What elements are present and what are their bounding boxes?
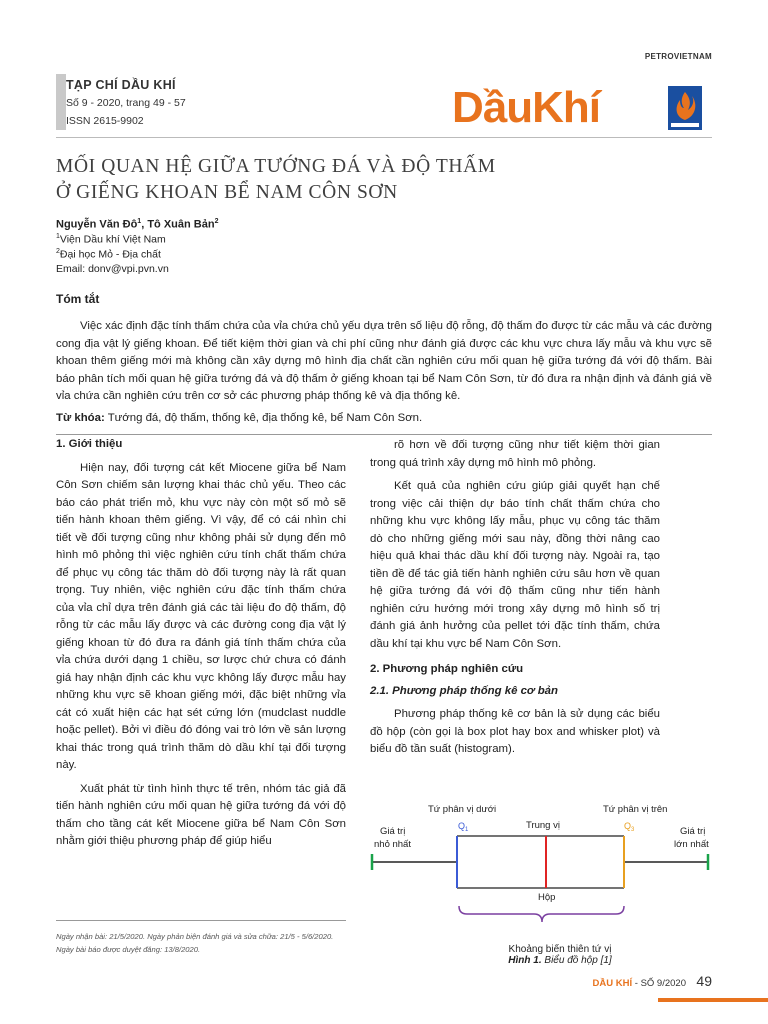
affiliation-1-text: Viện Dầu khí Việt Nam (59, 233, 166, 246)
min-label-line1: Giá trị (380, 826, 406, 837)
interquartile-brace (459, 906, 624, 922)
right-paragraph-2: Kết quả của nghiên cứu giúp giải quyết hạn chế trong việc cải thiện dự báo tính chất thấm chứa cho những khu vực không lấy mẫu, phục vụ công tác thăm dò cho những giếng mới sau này, đồng thời nâng cao hiệu quả khai thác dầu khí đối tượng này. Ngoài ra, tạo tiền đề để tác giả tiến hành nghiên cứu sâu hơn về quan hệ giữa tướng đá với độ thấm cũng như tiến hành nghiên cứu hướng mới trong xây dựng mô hình số trị đánh giá ảnh hưởng của pellet tới đặc tính thấm, chứa dầu khí tại khu vực bể Nam Côn Sơn. (370, 480, 660, 650)
affiliation-1 (56, 233, 166, 246)
section-2-1-title: 2.1. Phương pháp thống kê cơ bản (370, 684, 558, 697)
petrovietnam-flame-icon (668, 86, 702, 130)
body-column-right (370, 437, 660, 759)
q1-symbol (458, 821, 469, 833)
range-label: Khoảng biến thiên tứ vị (508, 944, 612, 955)
q1-symbol-sub: 1 (465, 827, 469, 833)
journal-logo: DầuKhí (452, 83, 600, 132)
right-paragraph-1: rõ hơn về đối tượng cũng như tiết kiệm thời gian trong quá trình xây dựng mô hình mô phỏng. (370, 439, 660, 469)
box-plot-figure (362, 796, 712, 951)
journal-name: TẠP CHÍ DẦU KHÍ (66, 78, 176, 92)
footnote-divider (56, 920, 346, 921)
max-label-line2: lớn nhất (674, 839, 709, 850)
author-1: Nguyễn Văn Đô (56, 218, 138, 231)
figure-caption-text: Biểu đồ hộp [1] (541, 955, 612, 966)
abstract-text: Việc xác định đặc tính thấm chứa của vỉa chứa chủ yếu dựa trên số liệu độ rỗng, độ thấm đo được từ các mẫu và các đường cong địa vật lý giếng khoan. Để tiết kiệm thời gian và chi phí cũng như đánh giá được các khu vực chưa lấy mẫu và khu vực sẽ khoan thêm giếng mới mà không cần xây dựng mô hình địa chất cần nghiên cứu mối quan hệ giữa tướng đá với độ thấm. Bài báo phân tích mối quan hệ giữa tướng đá và độ thấm ở giếng khoan tại bể Nam Côn Sơn, từ đó đưa ra nhận định và đánh giá về vỉa chứa cần nghiên cứu trên cơ sở các phương pháp thống kê và địa thống kê. (56, 320, 712, 403)
affiliation-2 (56, 248, 161, 261)
keywords (56, 412, 422, 424)
author-2: Tô Xuân Bản (147, 218, 215, 231)
footnote-received: Ngày nhận bài: 21/5/2020. Ngày phản biện đánh giá và sửa chữa: 21/5 - 5/6/2020. (56, 932, 334, 941)
footnote-accepted: Ngày bài báo được duyệt đăng: 13/8/2020. (56, 945, 201, 954)
author-list (56, 218, 218, 231)
figure-number: Hình 1. (508, 955, 542, 966)
journal-issue: Số 9 - 2020, trang 49 - 57 (66, 97, 186, 109)
q3-symbol-sub: 3 (631, 827, 635, 833)
page-number: 49 (696, 973, 712, 989)
box-label: Hộp (538, 892, 556, 903)
footer-accent-bar (658, 998, 768, 1002)
running-footer (593, 978, 686, 989)
author-1-affiliation-mark: 1 (137, 218, 142, 225)
article-title-line2: Ở GIẾNG KHOAN BỂ NAM CÔN SƠN (56, 182, 398, 203)
author-email: Email: donv@vpi.pvn.vn (56, 263, 169, 275)
q1-symbol-letter: Q (458, 821, 466, 831)
keywords-label: Từ khóa: (56, 412, 105, 424)
keywords-text: Tướng đá, độ thấm, thống kê, địa thống kê, bể Nam Côn Sơn. (104, 412, 423, 424)
median-label: Trung vị (526, 820, 560, 831)
affiliation-2-text: Đại học Mỏ - Địa chất (59, 248, 161, 261)
article-title-line1: MỐI QUAN HỆ GIỮA TƯỚNG ĐÁ VÀ ĐỘ THẤM (56, 156, 496, 177)
header-accent-bar (56, 74, 66, 130)
section-1-paragraph-2: Xuất phát từ tình hình thực tế trên, nhóm tác giả đã tiến hành nghiên cứu mối quan hệ giữa tướng đá với độ thấm cho tầng cát kết Miocene giữa bể Nam Côn Sơn nhằm giới thiệu phương pháp để giúp hiểu (56, 782, 346, 847)
affiliation-1-mark: 1 (56, 233, 60, 240)
section-1-title: 1. Giới thiệu (56, 438, 123, 450)
q3-symbol (624, 821, 635, 833)
min-label-line2: nhỏ nhất (374, 839, 411, 850)
abstract-body (56, 318, 712, 406)
figure-caption (460, 944, 660, 966)
affiliation-2-mark: 2 (56, 248, 60, 255)
body-column-left (56, 437, 346, 851)
footer-journal: DẦU KHÍ (592, 978, 633, 989)
author-2-affiliation-mark: 2 (214, 218, 219, 225)
article-title (56, 154, 496, 206)
abstract-heading: Tóm tắt (56, 292, 100, 306)
q3-symbol-letter: Q (624, 821, 632, 831)
section-1-paragraph-1: Hiện nay, đối tượng cát kết Miocene giữa bể Nam Côn Sơn chiếm sản lượng khai thác chủ yếu. Theo các báo cáo phát triển mỏ, khu vực này còn một số mỏ sẽ tiến hành khoan thêm giếng. Vì vậy, để có cái nhìn chi tiết về đối tượng cũng như không phải sử dụng đến mô hình mô phỏng thì việc nghiên cứu tính chất thấm chứa để phục vụ công tác thăm dò đối tượng này là rất quan trọng. Tuy nhiên, việc nghiên cứu đặc tính thấm chứa của vỉa chỉ dựa trên đánh giá các tài liệu đo độ thấm, độ rỗng từ các mẫu lấy được và các đường cong địa vật lý giếng khoan từ đó đưa ra đánh giá tính thấm chứa của vỉa chứa dưới dạng 1 chiều, sơ lược chứ chưa có đánh giá hay nhận định các khu vực không lấy được mẫu hay những khu vực sẽ khoan giếng mới, đặc biệt những vỉa cát có xuất hiện các hạt sét cứng lớn (mudclast nuddle hoặc pellet). Bởi vì điều đó đóng vai trò lớn về sản lượng khai thác trong quá trình thăm dò dầu khí tại đối tượng này. (56, 461, 346, 771)
max-label-line1: Giá trị (680, 826, 706, 837)
abstract-divider (56, 434, 712, 435)
header-divider (56, 137, 712, 138)
publisher-label: PETROVIETNAM (644, 52, 712, 61)
author-separator: , (141, 218, 148, 231)
section-2-1-paragraph-1: Phương pháp thống kê cơ bản là sử dụng các biểu đồ hộp (còn gọi là box plot hay box and whisker plot) và biểu đồ tần suất (histogram). (370, 708, 660, 755)
journal-issn: ISSN 2615-9902 (66, 115, 144, 127)
section-2-title: 2. Phương pháp nghiên cứu (370, 663, 524, 675)
footer-issue: - SỐ 9/2020 (632, 978, 686, 989)
q1-label: Tứ phân vị dưới (428, 804, 497, 815)
q3-label: Tứ phân vị trên (603, 804, 668, 815)
